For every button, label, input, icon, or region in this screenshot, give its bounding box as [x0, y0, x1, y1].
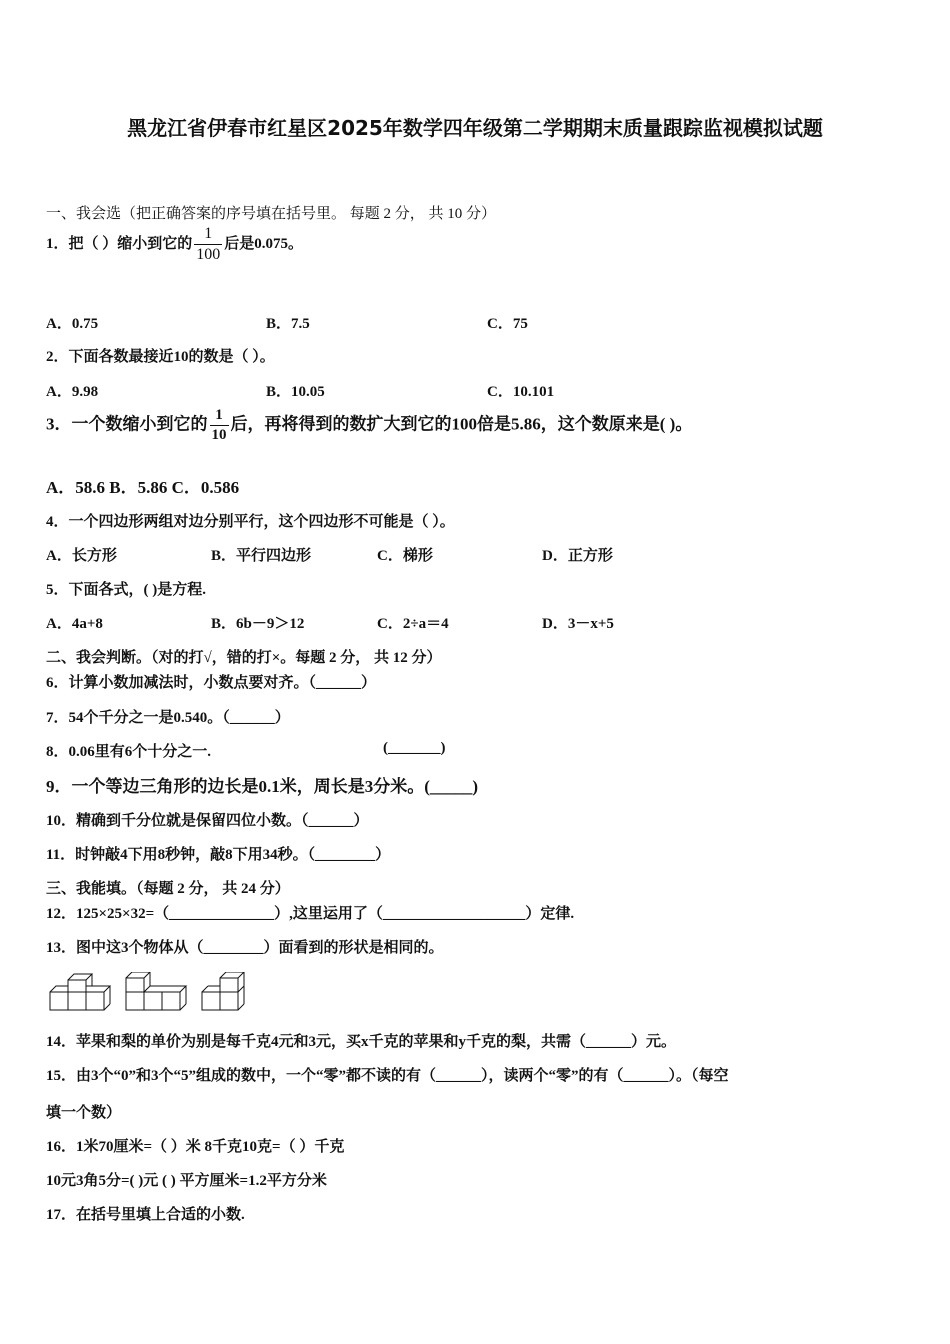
option-a[interactable]: A．4a+8	[46, 616, 103, 632]
option-a[interactable]: A．长方形	[46, 548, 117, 564]
question-15: 15．由3个“0”和3个“5”组成的数中，一个“零”都不读的有（______），读两个“零”的有（______）。（每空	[46, 1068, 729, 1084]
question-9: 9．一个等边三角形的边长是0.1米，周长是3分米。(_____)	[46, 777, 479, 796]
option-c[interactable]: C．梯形	[377, 548, 433, 564]
option-c[interactable]: C．10.101	[487, 384, 555, 400]
question-3	[46, 408, 692, 443]
question-11: 11．时钟敲4下用8秒钟，敲8下用34秒。（________）	[46, 847, 391, 863]
option-b[interactable]: B．7.5	[266, 316, 310, 332]
option-a[interactable]: A．0.75	[46, 316, 99, 332]
option-c[interactable]: C．2÷a＝4	[377, 616, 449, 632]
question-3-text-pre: 3．一个数缩小到它的	[46, 414, 208, 434]
fraction-1-10	[210, 408, 229, 443]
question-16-line-2: 10元3角5分=( )元 ( ) 平方厘米=1.2平方分米	[46, 1173, 327, 1189]
section-3-heading: 三、我能填。（每题 2 分， 共 24 分）	[46, 881, 290, 897]
question-15-continued: 填一个数）	[46, 1105, 122, 1121]
fraction-numerator: 1	[215, 407, 223, 423]
question-8: 8．0.06里有6个十分之一.	[46, 744, 212, 760]
option-b[interactable]: B．平行四边形	[211, 548, 312, 564]
fraction-denominator: 100	[196, 246, 221, 263]
option-b[interactable]: B．10.05	[266, 384, 325, 400]
cube-figure-2	[126, 972, 186, 1010]
fraction-denominator: 10	[211, 427, 227, 443]
question-4: 4．一个四边形两组对边分别平行，这个四边形不可能是（ ）。	[46, 514, 455, 530]
cube-figure-3	[202, 972, 244, 1010]
question-10: 10．精确到千分位就是保留四位小数。（______）	[46, 813, 369, 829]
cube-figures	[46, 972, 256, 1014]
option-c[interactable]: C．75	[487, 316, 528, 332]
fraction-1-100	[194, 226, 222, 263]
cube-figure-1	[50, 974, 110, 1010]
question-6: 6．计算小数加减法时，小数点要对齐。（______）	[46, 675, 377, 691]
question-3-text-post: 后，再将得到的数扩大到它的100倍是5.86，这个数原来是( )。	[230, 414, 693, 434]
question-16-line-1: 16．1米70厘米=（ ）米 8千克10克=（ ）千克	[46, 1139, 345, 1155]
question-1	[46, 226, 303, 263]
fraction-numerator: 1	[204, 225, 213, 242]
question-7: 7．54个千分之一是0.540。（______）	[46, 710, 290, 726]
question-8-blank[interactable]: (_______)	[383, 740, 446, 756]
question-3-options[interactable]: A．58.6 B．5.86 C．0.586	[46, 478, 240, 497]
question-12: 12．125×25×32=（______________）,这里运用了（___________________）定律.	[46, 906, 575, 922]
question-13: 13．图中这3个物体从（________）面看到的形状是相同的。	[46, 940, 444, 956]
question-5: 5．下面各式，( )是方程.	[46, 582, 206, 598]
question-1-text-pre: 1．把（ ）缩小到它的	[46, 235, 193, 252]
section-1-heading: 一、我会选（把正确答案的序号填在括号里。 每题 2 分， 共 10 分）	[46, 206, 497, 222]
option-d[interactable]: D．正方形	[542, 548, 613, 564]
question-14: 14．苹果和梨的单价为别是每千克4元和3元，买x千克的苹果和y千克的梨，共需（______）元。	[46, 1034, 677, 1050]
question-2: 2．下面各数最接近10的数是（ ）。	[46, 349, 275, 365]
option-a[interactable]: A．9.98	[46, 384, 99, 400]
section-2-heading: 二、我会判断。（对的打√，错的打×。每题 2 分， 共 12 分）	[46, 650, 442, 666]
question-1-text-post: 后是0.075。	[224, 235, 304, 252]
page-title: 黑龙江省伊春市红星区2025年数学四年级第二学期期末质量跟踪监视模拟试题	[127, 116, 823, 140]
option-b[interactable]: B．6b－9＞12	[211, 616, 305, 632]
question-17: 17．在括号里填上合适的小数.	[46, 1207, 245, 1223]
option-d[interactable]: D．3－x+5	[542, 616, 614, 632]
